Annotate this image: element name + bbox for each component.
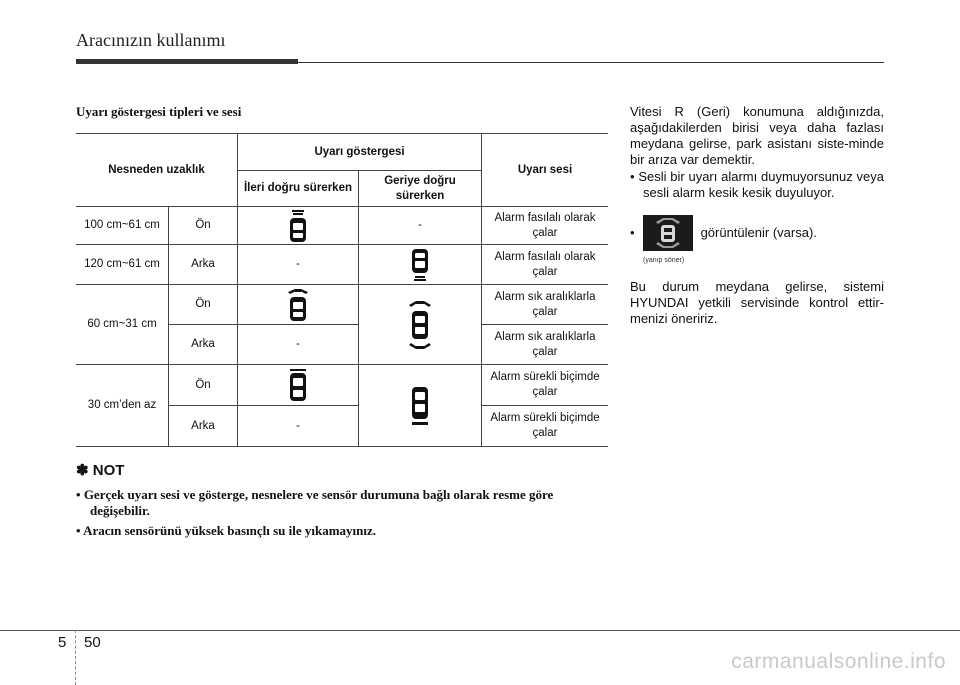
chapter-title: Aracınızın kullanımı xyxy=(76,30,226,50)
footer-divider xyxy=(75,630,76,685)
note-list xyxy=(76,487,606,543)
distance-cell: 100 cm~61 cm xyxy=(76,207,169,245)
bullet-text: görüntülenir (varsa). xyxy=(700,225,817,240)
bullet-item: • Sesli bir uyarı alarmı duymuyorsunuz veya sesli alarm kesik kesik duyuluyor. xyxy=(630,169,884,200)
distance-cell: 120 cm~61 cm xyxy=(76,245,169,285)
forward-indicator-cell: - xyxy=(238,245,359,285)
reverse-indicator-cell: - xyxy=(359,207,482,245)
sound-cell: Alarm fasılalı olarak çalar xyxy=(482,245,609,285)
forward-indicator-cell xyxy=(238,285,359,325)
car-sensor-indicator-icon xyxy=(651,217,685,249)
note-item-text: Gerçek uyarı sesi ve gösterge, nesnelere ve sensör durumuna bağlı olarak resme göre değişebilir. xyxy=(83,487,554,518)
indicator-row xyxy=(630,215,884,251)
distance-cell: 30 cm’den az xyxy=(76,365,169,447)
sound-cell: Alarm sık aralıklarla çalar xyxy=(482,285,609,325)
col-header-sound: Uyarı sesi xyxy=(482,134,609,207)
car-front-warning-icon xyxy=(286,209,310,243)
indicator-caption: (yanıp söner) xyxy=(643,257,685,264)
car-front-warning-icon xyxy=(283,288,313,322)
col-header-forward: İleri doğru sürerken xyxy=(238,171,359,207)
position-cell: Ön xyxy=(169,207,238,245)
car-rear-warning-icon xyxy=(408,386,432,426)
forward-indicator-cell xyxy=(238,365,359,406)
footer-rule xyxy=(0,630,960,631)
table-row xyxy=(76,207,608,245)
col-header-distance: Nesneden uzaklık xyxy=(76,134,238,207)
note-item: • Aracın sensörünü yüksek basınçlı su ile yıkamayınız. xyxy=(76,523,377,538)
bullet-text: Sesli bir uyarı alarmı duymuyorsunuz veya sesli alarm kesik kesik duyuluyor. xyxy=(638,169,884,200)
right-column xyxy=(630,104,884,327)
sound-cell: Alarm sık aralıklarla çalar xyxy=(482,325,609,365)
table-row xyxy=(76,285,608,325)
col-header-reverse: Geriye doğru sürerken xyxy=(359,171,482,207)
table-row xyxy=(76,365,608,406)
car-front-warning-icon xyxy=(286,368,310,402)
reverse-indicator-cell xyxy=(359,245,482,285)
page-number: 50 xyxy=(84,634,101,651)
watermark: carmanualsonline.info xyxy=(731,650,946,673)
col-header-indicator: Uyarı göstergesi xyxy=(238,134,482,171)
car-rear-warning-icon xyxy=(408,248,432,282)
warning-table xyxy=(76,133,608,447)
sound-cell: Alarm fasılalı olarak çalar xyxy=(482,207,609,245)
chapter-number: 5 xyxy=(58,634,67,651)
forward-indicator-cell: - xyxy=(238,406,359,447)
position-cell: Arka xyxy=(169,245,238,285)
header-rule-thin xyxy=(298,62,884,63)
bullet-mark: • xyxy=(630,225,635,240)
forward-indicator-cell xyxy=(238,207,359,245)
sound-cell: Alarm sürekli biçimde çalar xyxy=(482,365,609,406)
reverse-indicator-cell xyxy=(359,285,482,365)
position-cell: Arka xyxy=(169,325,238,365)
table-row xyxy=(76,245,608,285)
note-item-text: Aracın sensörünü yüksek basınçlı su ile yıkamayınız. xyxy=(83,523,377,538)
intro-paragraph: Vitesi R (Geri) konumuna aldığınızda, aşağıdakilerden birisi veya daha fazlası meydana gelirse, park asistanı siste-minde bir arıza var demektir. xyxy=(630,104,884,167)
position-cell: Ön xyxy=(169,285,238,325)
reverse-indicator-cell xyxy=(359,365,482,447)
note-item: • Gerçek uyarı sesi ve gösterge, nesnelere ve sensör durumuna bağlı olarak resme göre değişebilir. xyxy=(76,487,554,518)
note-title: ✽ NOT xyxy=(76,462,125,479)
sound-cell: Alarm sürekli biçimde çalar xyxy=(482,406,609,447)
parking-assist-indicator xyxy=(643,215,693,251)
distance-cell: 60 cm~31 cm xyxy=(76,285,169,365)
forward-indicator-cell: - xyxy=(238,325,359,365)
section-heading: Uyarı göstergesi tipleri ve sesi xyxy=(76,104,242,119)
car-all-sensors-warning-icon xyxy=(403,300,437,350)
outro-paragraph: Bu durum meydana gelirse, sistemi HYUNDAI yetkili servisinde kontrol ettir-menizi öneririz. xyxy=(630,279,884,326)
position-cell: Arka xyxy=(169,406,238,447)
position-cell: Ön xyxy=(169,365,238,406)
header-rule-thick xyxy=(76,59,298,64)
